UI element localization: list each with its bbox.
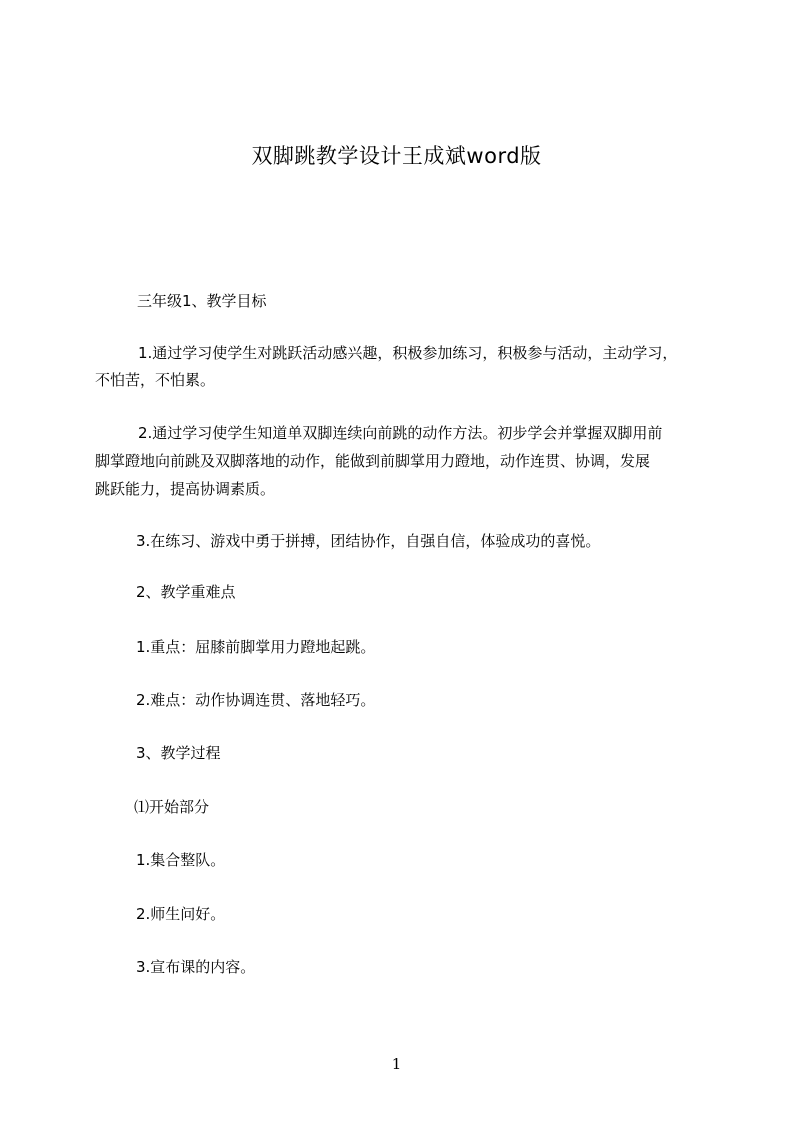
paragraph-grade-objectives: 三年级1、教学目标 <box>137 292 267 310</box>
paragraph-step-3: 3.宣布课的内容。 <box>136 958 256 976</box>
paragraph-difficult-point: 2.难点：动作协调连贯、落地轻巧。 <box>136 691 376 709</box>
paragraph-objective-1-line-1: 1.通过学习使学生对跳跃活动感兴趣，积极参加练习，积极参与活动，主动学习， <box>138 344 678 362</box>
page-number: 1 <box>391 1055 402 1073</box>
paragraph-step-1: 1.集合整队。 <box>136 851 226 869</box>
paragraph-objective-2-line-1: 2.通过学习使学生知道单双脚连续向前跳的动作方法。初步学会并掌握双脚用前 <box>138 424 663 442</box>
paragraph-objective-2-line-2: 脚掌蹬地向前跳及双脚落地的动作，能做到前脚掌用力蹬地，动作连贯、协调，发展 <box>95 452 651 470</box>
heading-teaching-process: 3、教学过程 <box>136 744 221 762</box>
document-title: 双脚跳教学设计王成斌word版 <box>251 144 542 168</box>
paragraph-objective-1-line-2: 不怕苦，不怕累。 <box>95 371 216 389</box>
heading-key-difficult-points: 2、教学重难点 <box>136 583 236 601</box>
paragraph-objective-2-line-3: 跳跃能力，提高协调素质。 <box>95 480 276 498</box>
paragraph-key-point: 1.重点：屈膝前脚掌用力蹬地起跳。 <box>136 638 376 656</box>
heading-opening-part: ⑴开始部分 <box>134 798 210 816</box>
paragraph-objective-3: 3.在练习、游戏中勇于拼搏，团结协作，自强自信，体验成功的喜悦。 <box>136 532 601 550</box>
paragraph-step-2: 2.师生问好。 <box>136 905 226 923</box>
